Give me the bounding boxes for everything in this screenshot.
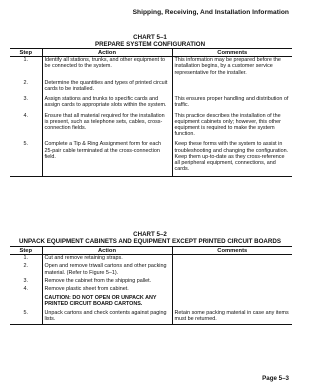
step-action: Identify all stations, trunks, and other equipment to be connected to the system. xyxy=(42,57,172,80)
step-comments: Keep these forms with the system to assist in troubleshooting and changing the configuration. Keep them up-to-date as they cross-reference all peripheral equipment, connections, and cards. xyxy=(172,141,292,177)
step-comments xyxy=(172,263,292,277)
step-action-text: Remove plastic sheet from cabinet. xyxy=(44,286,129,293)
step-comments xyxy=(172,278,292,286)
step-action: Open and remove triwall cartons and other packing material. (Refer to Figure 5–1). xyxy=(42,263,172,277)
chart1-table xyxy=(10,48,292,177)
step-action: Determine the quantities and types of printed circuit cards to be installed. xyxy=(42,80,172,96)
caution-note: CAUTION: DO NOT OPEN OR UNPACK ANY PRINTED CIRCUIT BOARD CARTONS. xyxy=(44,295,157,308)
step-number: 2. xyxy=(23,79,28,86)
step-action xyxy=(42,286,172,310)
table-row xyxy=(10,310,292,325)
table-row xyxy=(10,141,292,177)
step-number: 1. xyxy=(23,57,28,64)
chart2-header-row xyxy=(10,247,292,255)
step-action: Cut and remove retaining straps. xyxy=(42,255,172,264)
table-row xyxy=(10,263,292,277)
table-row xyxy=(10,96,292,112)
column-header-action: Action xyxy=(42,49,172,57)
table-row xyxy=(10,278,292,286)
table-row xyxy=(10,113,292,142)
column-header-step: Step xyxy=(10,49,42,57)
step-action: Assign stations and trunks to specific cards and assign cards to appropriate slots within the system. xyxy=(42,96,172,112)
chart2-number: CHART 5–2 xyxy=(133,231,167,238)
chart1-title: PREPARE SYSTEM CONFIGURATION xyxy=(94,41,206,48)
step-number: 5. xyxy=(23,141,28,148)
step-number: 5. xyxy=(23,309,28,316)
column-header-comments: Comments xyxy=(172,49,292,57)
step-comments xyxy=(172,255,292,264)
table-row xyxy=(10,80,292,96)
step-number: 3. xyxy=(23,277,28,284)
step-action: Unpack cartons and check contents against paging lists. xyxy=(42,310,172,325)
step-comments xyxy=(172,286,292,310)
table-row xyxy=(10,255,292,264)
step-number: 3. xyxy=(23,96,28,103)
step-number: 1. xyxy=(23,255,28,262)
table-row xyxy=(10,57,292,80)
step-number: 4. xyxy=(23,286,28,293)
chart2-heading xyxy=(0,231,300,245)
step-comments: This information may be prepared before the installation begins, by a customer service representative for the installer. xyxy=(172,57,292,80)
column-header-comments: Comments xyxy=(172,247,292,255)
chart1-number: CHART 5–1 xyxy=(133,34,167,41)
chart1-heading xyxy=(0,34,300,48)
step-comments: Retain some packing material in case any items must be returned. xyxy=(172,310,292,325)
step-comments: This ensures proper handling and distribution of traffic. xyxy=(172,96,292,112)
step-action: Ensure that all material required for the installation is present, such as telephone sets, cables, cross-connection fields. xyxy=(42,113,172,142)
step-action: Remove the cabinet from the shipping pallet. xyxy=(42,278,172,286)
step-comments: This practice describes the installation of the equipment cabinets only; however, this other equipment is required to make the system function. xyxy=(172,113,292,142)
chart2-table xyxy=(10,246,292,325)
step-number: 4. xyxy=(23,112,28,119)
table-row xyxy=(10,286,292,310)
chart1-header-row xyxy=(10,49,292,57)
column-header-action: Action xyxy=(42,247,172,255)
step-number: 2. xyxy=(23,263,28,270)
running-header: Shipping, Receiving, And Installation Information xyxy=(132,9,289,16)
page-number: Page 5–3 xyxy=(262,375,289,382)
step-comments xyxy=(172,80,292,96)
column-header-step: Step xyxy=(10,247,42,255)
step-action: Complete a Tip & Ring Assignment form for each 25-pair cable terminated at the cross-connection field. xyxy=(42,141,172,177)
chart2-title: UNPACK EQUIPMENT CABINETS AND EQUIPMENT EXCEPT PRINTED CIRCUIT BOARDS xyxy=(19,238,281,245)
